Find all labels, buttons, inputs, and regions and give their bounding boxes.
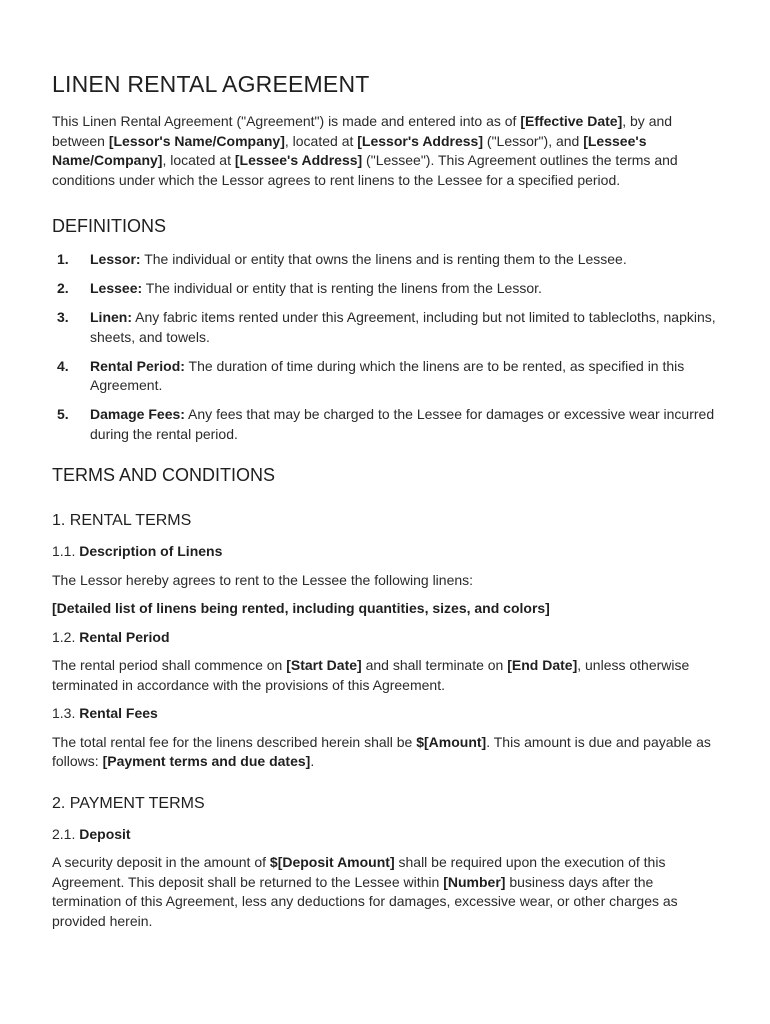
- clause-text: and shall terminate on: [361, 657, 508, 673]
- clause-text: The total rental fee for the linens described herein shall be: [52, 733, 417, 750]
- definition-text: Any fabric items rented under this Agreement, including but not limited to tablecloths, napkins, sheets, and towels.: [90, 309, 716, 345]
- clause-heading: [52, 628, 718, 648]
- definition-text: The duration of time during which the linens are to be rented, as specified in this Agreement.: [90, 357, 685, 393]
- definition-item: [52, 279, 718, 299]
- clause-heading: [52, 704, 718, 724]
- placeholder-text: [Detailed list of linens being rented, including quantities, sizes, and colors]: [52, 600, 550, 616]
- document-page: [52, 68, 718, 940]
- end-date-placeholder: [End Date]: [507, 657, 578, 673]
- number-placeholder: [Number]: [443, 873, 506, 890]
- clause-text: A security deposit in the amount of: [52, 854, 270, 870]
- definitions-heading: DEFINITIONS: [52, 216, 167, 236]
- terms-heading: TERMS AND CONDITIONS: [52, 465, 276, 485]
- clause-heading: [52, 542, 718, 562]
- clause-text: The rental period shall commence on: [52, 657, 287, 673]
- definition-item: [52, 308, 718, 347]
- lessor-name-placeholder: [Lessor's Name/Company]: [108, 132, 285, 149]
- intro-text: This Linen Rental Agreement ("Agreement") is made and entered into as of: [52, 113, 521, 129]
- payment-terms-placeholder: [Payment terms and due dates]: [102, 753, 311, 769]
- definition-item: [52, 405, 718, 444]
- clause-text: shall be required upon the execution of this Agreement. This deposit shall be returned to the Lessee within: [52, 854, 666, 890]
- payment-terms-heading: 2. PAYMENT TERMS: [52, 794, 205, 812]
- definition-item: [52, 250, 718, 270]
- definition-term: Rental Period:: [90, 357, 185, 374]
- clause-number: 1.1.: [52, 543, 80, 559]
- clause-text: . This amount is due and payable as follows:: [52, 733, 711, 769]
- definition-text: The individual or entity that is renting the linens from the Lessor.: [142, 280, 542, 296]
- definition-text: The individual or entity that owns the linens and is renting them to the Lessee.: [140, 251, 627, 267]
- list-number: 5.: [57, 406, 69, 422]
- definition-text: Any fees that may be charged to the Lessee for damages or excessive wear incurred during the rental period.: [90, 406, 715, 442]
- intro-text: , located at: [162, 152, 235, 168]
- clause-text: , unless otherwise terminated in accordance with the provisions of this Agreement.: [52, 657, 690, 693]
- list-number: 4.: [57, 357, 69, 374]
- clause-text: business days after the termination of this Agreement, less any deductions for damages, excessive wear, or other charges as provided herein.: [52, 873, 678, 929]
- clause-title: Deposit: [79, 825, 131, 842]
- clause-number: 2.1.: [52, 825, 80, 842]
- definition-item: [52, 357, 718, 396]
- clause-heading: [52, 825, 718, 845]
- intro-text: , by and between: [52, 113, 673, 149]
- linen-list-placeholder: [52, 599, 718, 619]
- clause-paragraph: [52, 853, 718, 931]
- clause-text: .: [310, 753, 315, 769]
- amount-placeholder: $[Amount]: [416, 733, 487, 750]
- list-number: 2.: [57, 280, 69, 296]
- lessee-address-placeholder: [Lessee's Address]: [234, 152, 363, 168]
- lessee-name-placeholder: [Lessee's Name/Company]: [52, 132, 647, 168]
- clause-paragraph: [52, 733, 718, 772]
- definition-term: Lessee:: [90, 280, 143, 296]
- list-number: 3.: [57, 309, 69, 325]
- deposit-amount-placeholder: $[Deposit Amount]: [269, 854, 395, 870]
- document-title: LINEN RENTAL AGREEMENT: [52, 71, 370, 97]
- intro-text: ("Lessor"), and: [483, 132, 584, 149]
- intro-text: ("Lessee"). This Agreement outlines the terms and conditions under which the Lessor agrees to rent linens to the Lessee for a specified period.: [52, 152, 678, 188]
- clause-paragraph: The Lessor hereby agrees to rent to the Lessee the following linens:: [52, 571, 474, 588]
- clause-number: 1.2.: [52, 628, 80, 645]
- effective-date-placeholder: [Effective Date]: [520, 113, 623, 129]
- definition-term: Linen:: [90, 309, 132, 325]
- clause-title: Rental Fees: [79, 705, 158, 721]
- definitions-list: [52, 250, 718, 444]
- lessor-address-placeholder: [Lessor's Address]: [357, 132, 484, 149]
- definition-term: Damage Fees:: [90, 406, 185, 422]
- definition-term: Lessor:: [90, 251, 141, 267]
- intro-paragraph: [52, 112, 718, 190]
- intro-text: , located at: [284, 132, 358, 149]
- clause-number: 1.3.: [52, 705, 80, 721]
- start-date-placeholder: [Start Date]: [286, 657, 362, 673]
- clause-title: Rental Period: [79, 628, 170, 645]
- clause-paragraph: [52, 656, 718, 695]
- rental-terms-heading: 1. RENTAL TERMS: [52, 512, 192, 529]
- clause-title: Description of Linens: [79, 543, 223, 559]
- list-number: 1.: [57, 251, 69, 267]
